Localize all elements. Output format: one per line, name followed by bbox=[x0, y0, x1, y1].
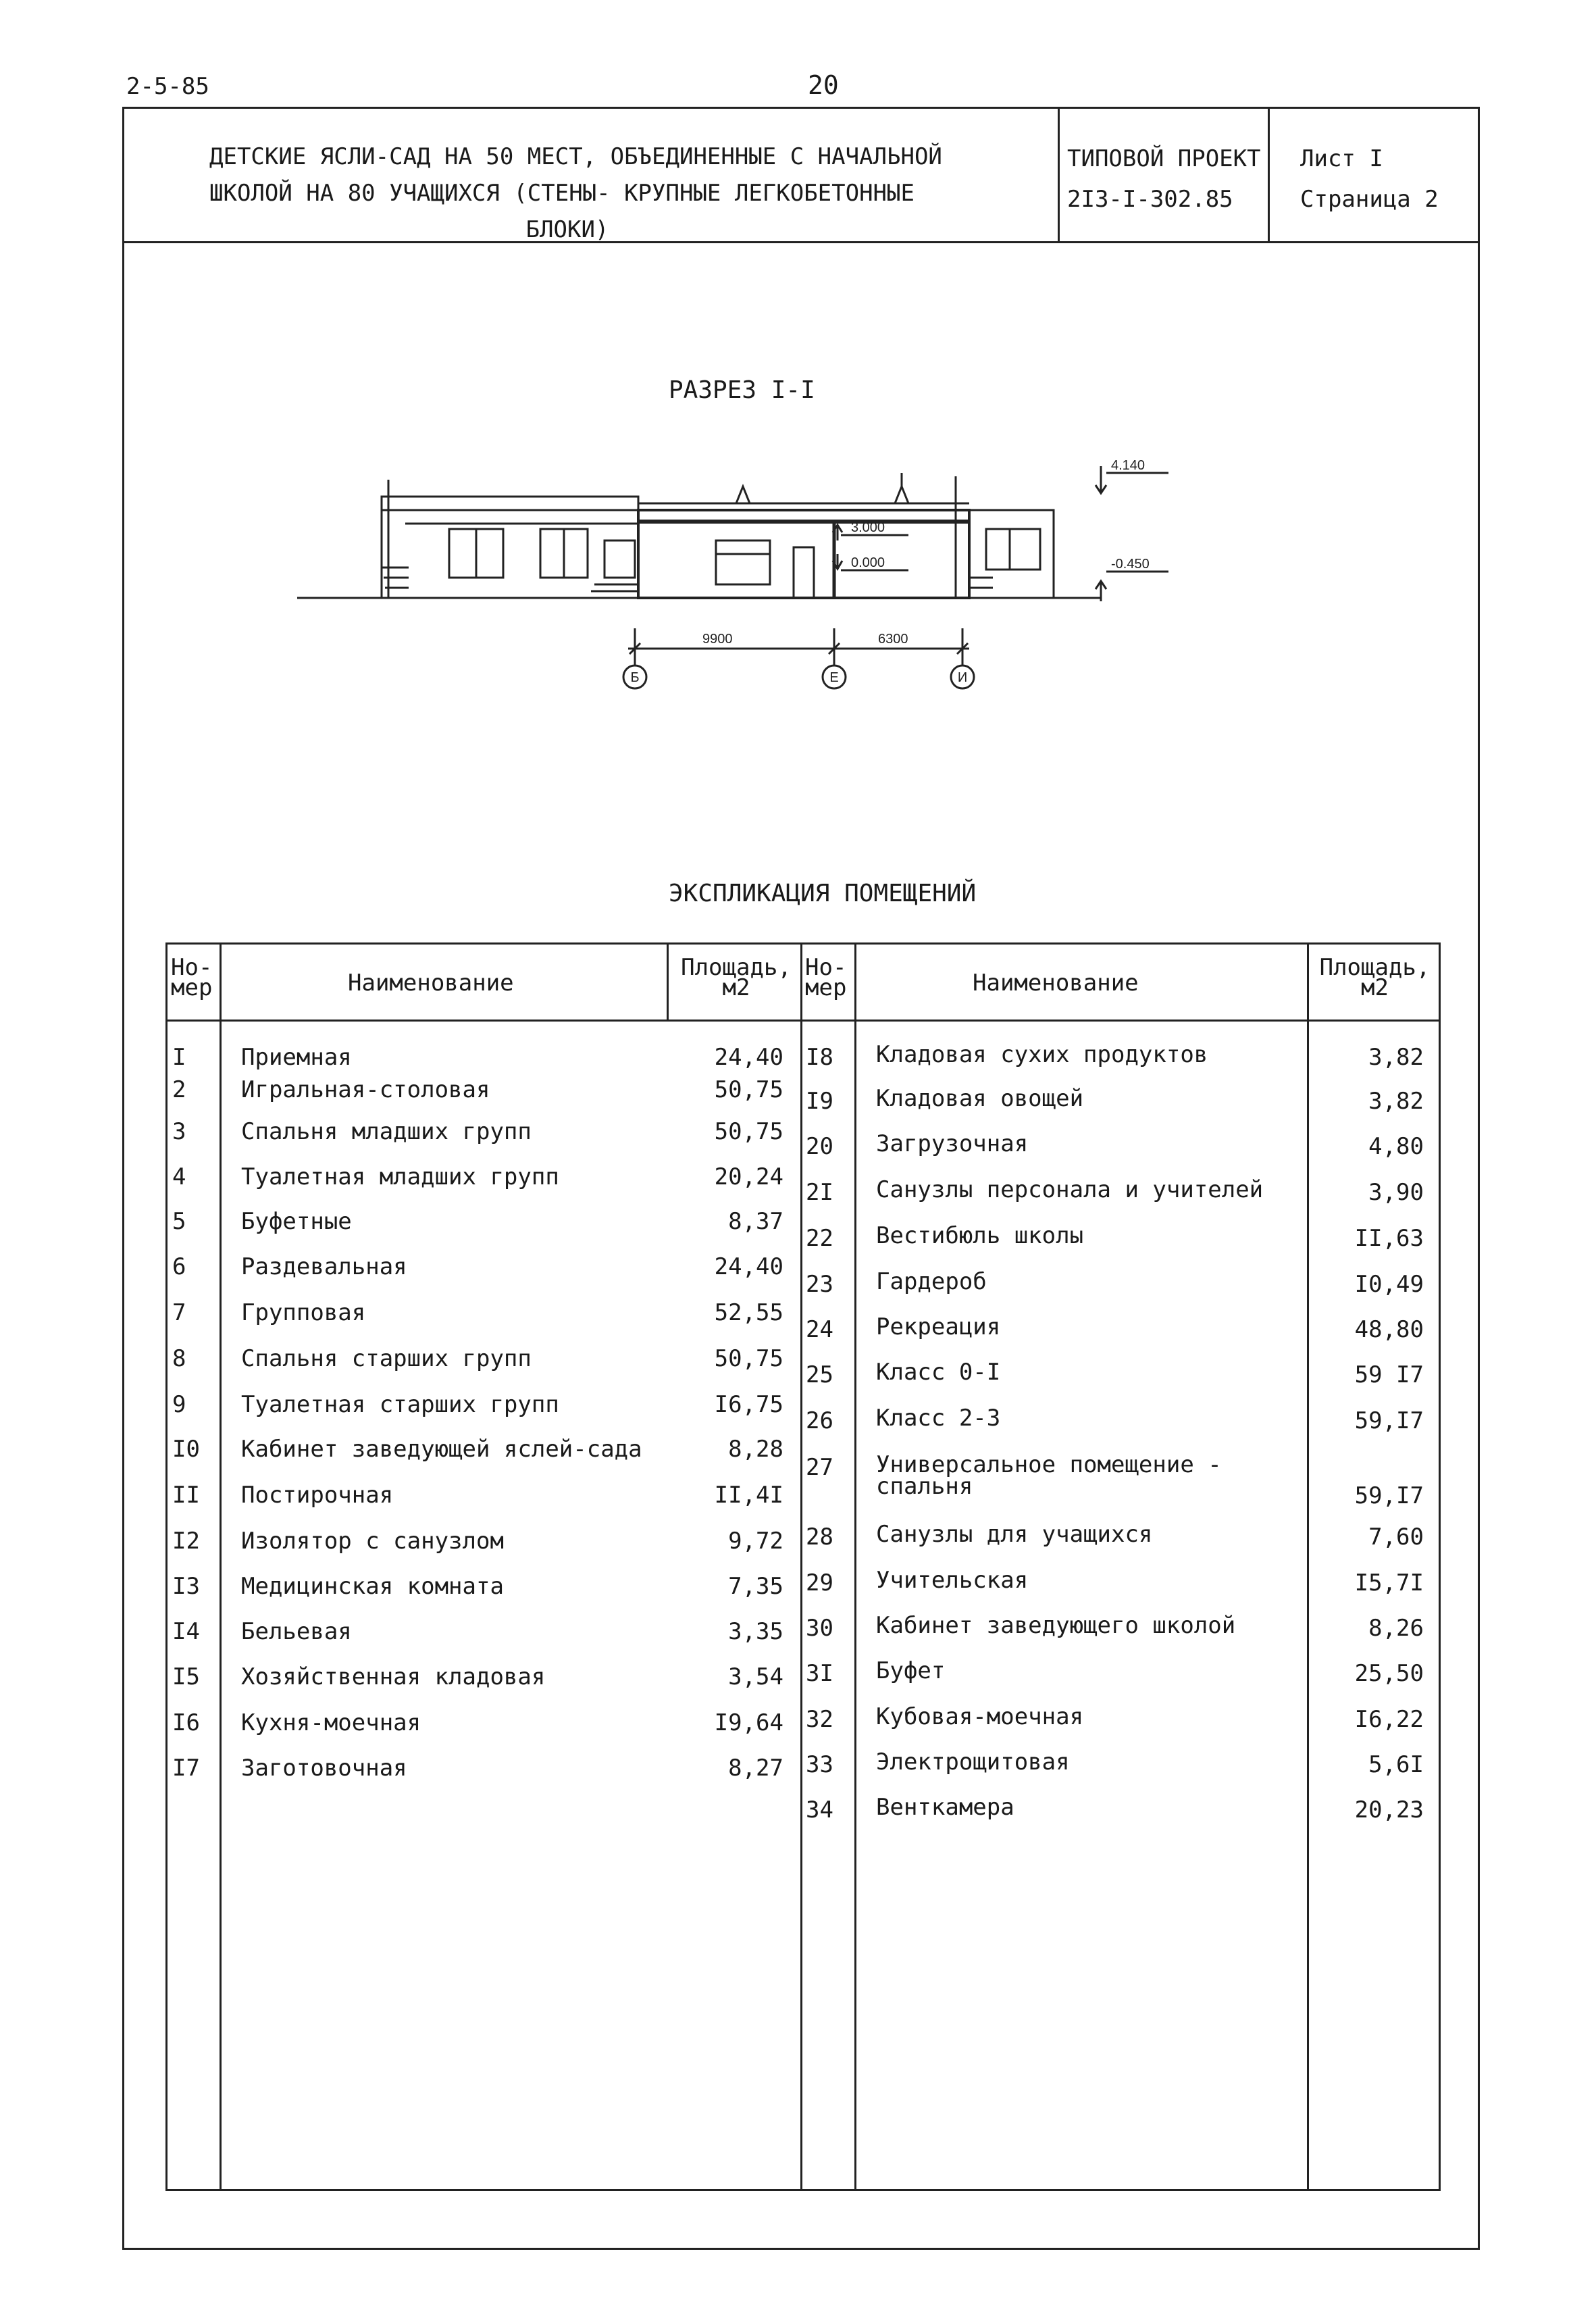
room-area: 24,40 bbox=[714, 1253, 783, 1280]
level-label: 0.000 bbox=[851, 555, 885, 570]
room-area: 48,80 bbox=[1354, 1316, 1424, 1343]
room-name: Вестибюль школы bbox=[876, 1222, 1084, 1249]
room-area: II,4I bbox=[714, 1482, 783, 1509]
room-name: Буфет bbox=[876, 1657, 946, 1684]
room-area: I9,64 bbox=[714, 1709, 783, 1736]
door bbox=[794, 547, 814, 598]
row-number: 7 bbox=[172, 1299, 186, 1326]
window bbox=[716, 540, 770, 584]
row-number: 33 bbox=[806, 1751, 833, 1778]
row-number: I8 bbox=[806, 1044, 833, 1071]
room-name: Изолятор с санузлом bbox=[241, 1528, 504, 1555]
room-area: 3,90 bbox=[1368, 1179, 1424, 1206]
room-name: Гардероб bbox=[876, 1268, 987, 1295]
header-divider-v2 bbox=[1268, 107, 1270, 243]
room-name: Универсальное помещение - спальня bbox=[876, 1451, 1222, 1500]
room-area: 25,50 bbox=[1354, 1660, 1424, 1687]
explication-table bbox=[165, 942, 1441, 2191]
title-line-3: БЛОКИ) bbox=[525, 216, 609, 243]
row-number: 25 bbox=[806, 1361, 833, 1388]
room-area: 3,82 bbox=[1368, 1088, 1424, 1115]
room-area: 50,75 bbox=[714, 1076, 783, 1103]
room-name: Электрощитовая bbox=[876, 1749, 1070, 1776]
row-number: 30 bbox=[806, 1615, 833, 1642]
title-line-1: ДЕТСКИЕ ЯСЛИ-САД НА 50 МЕСТ, ОБЪЕДИНЕННЫЕ С НАЧАЛЬНОЙ bbox=[209, 143, 942, 170]
row-number: 32 bbox=[806, 1706, 833, 1733]
dimension-label: 9900 bbox=[702, 632, 733, 647]
project-label: ТИПОВОЙ ПРОЕКТ bbox=[1067, 145, 1261, 172]
row-number: I5 bbox=[172, 1663, 200, 1690]
level-label: 3.000 bbox=[851, 520, 885, 535]
header-name-right: Наименование bbox=[973, 970, 1139, 997]
room-area: 7,35 bbox=[728, 1573, 783, 1600]
room-area: 8,37 bbox=[728, 1208, 783, 1235]
document-title bbox=[209, 139, 1006, 248]
room-area: I6,22 bbox=[1354, 1706, 1424, 1733]
room-name: Кубовая-моечная bbox=[876, 1703, 1084, 1730]
room-name: Приемная bbox=[241, 1044, 352, 1071]
window bbox=[604, 540, 635, 578]
room-name: Туалетная младших групп bbox=[241, 1163, 559, 1190]
row-number: I0 bbox=[172, 1436, 200, 1463]
room-name: Санузлы для учащихся bbox=[876, 1521, 1153, 1548]
room-area: I6,75 bbox=[714, 1391, 783, 1418]
title-line-2: ШКОЛОЙ НА 80 УЧАЩИХСЯ (СТЕНЫ- КРУПНЫЕ ЛЕГКОБЕТОННЫЕ bbox=[209, 180, 915, 207]
room-area: 24,40 bbox=[714, 1044, 783, 1071]
room-area: 8,27 bbox=[728, 1755, 783, 1782]
room-name: Бельевая bbox=[241, 1618, 352, 1645]
row-number: 5 bbox=[172, 1208, 186, 1235]
room-area: 4,80 bbox=[1368, 1133, 1424, 1160]
room-area: 20,23 bbox=[1354, 1796, 1424, 1823]
header-area: Площадь, м2 bbox=[681, 954, 792, 1001]
row-number: 27 bbox=[806, 1454, 833, 1481]
axis-label: Б bbox=[630, 670, 640, 685]
document-stamp: 2-5-85 bbox=[126, 73, 209, 100]
room-name: Кладовая сухих продуктов bbox=[876, 1041, 1208, 1068]
row-number: 22 bbox=[806, 1225, 833, 1252]
row-number: 29 bbox=[806, 1569, 833, 1596]
row-number: 3 bbox=[172, 1118, 186, 1145]
axis-label: Е bbox=[829, 670, 839, 685]
header-area-right: Площадь, м2 bbox=[1319, 954, 1431, 1001]
row-number: 28 bbox=[806, 1524, 833, 1551]
row-number: 23 bbox=[806, 1271, 833, 1298]
room-name: Групповая bbox=[241, 1299, 366, 1326]
room-name: Рекреация bbox=[876, 1313, 1001, 1340]
room-area: 59 I7 bbox=[1354, 1361, 1424, 1388]
window bbox=[1010, 529, 1040, 570]
room-area: 50,75 bbox=[714, 1345, 783, 1372]
room-area: 3,35 bbox=[728, 1618, 783, 1645]
project-block bbox=[1067, 139, 1261, 220]
room-name: Загрузочная bbox=[876, 1130, 1029, 1157]
room-name: Кладовая овощей bbox=[876, 1085, 1084, 1112]
row-number: I2 bbox=[172, 1528, 200, 1555]
row-number: 20 bbox=[806, 1133, 833, 1160]
row-number: I3 bbox=[172, 1573, 200, 1600]
row-number: 2 bbox=[172, 1076, 186, 1103]
row-number: 26 bbox=[806, 1407, 833, 1434]
room-name: Игральная-столовая bbox=[241, 1076, 490, 1103]
row-number: 24 bbox=[806, 1316, 833, 1343]
sheet-block bbox=[1300, 139, 1439, 220]
row-number: II bbox=[172, 1482, 200, 1509]
room-name: Спальня младших групп bbox=[241, 1118, 532, 1145]
room-area: I0,49 bbox=[1354, 1271, 1424, 1298]
row-number: I9 bbox=[806, 1088, 833, 1115]
section-drawing bbox=[270, 446, 1216, 703]
room-area: 8,28 bbox=[728, 1436, 783, 1463]
section-title: РАЗРЕЗ I-I bbox=[669, 376, 815, 404]
row-number: 3I bbox=[806, 1660, 833, 1687]
room-name: Спальня старших групп bbox=[241, 1345, 532, 1372]
page-number: 20 bbox=[808, 70, 839, 100]
room-area: 9,72 bbox=[728, 1528, 783, 1555]
header-num: Но- мер bbox=[171, 954, 213, 1001]
room-name: Туалетная старших групп bbox=[241, 1391, 559, 1418]
room-area: II,63 bbox=[1354, 1225, 1424, 1252]
room-name: Санузлы персонала и учителей bbox=[876, 1176, 1264, 1203]
header-divider-v1 bbox=[1058, 107, 1060, 243]
room-area: 3,82 bbox=[1368, 1044, 1424, 1071]
project-code: 2I3-I-302.85 bbox=[1067, 186, 1233, 213]
row-number: 9 bbox=[172, 1391, 186, 1418]
room-name: Раздевальная bbox=[241, 1253, 407, 1280]
row-number: I bbox=[172, 1044, 186, 1071]
room-name: Класс 0-I bbox=[876, 1359, 1001, 1386]
room-name: Учительская bbox=[876, 1567, 1029, 1594]
room-area: I5,7I bbox=[1354, 1569, 1424, 1596]
row-number: 2I bbox=[806, 1179, 833, 1206]
room-area: 3,54 bbox=[728, 1663, 783, 1690]
header-num-right: Но- мер bbox=[805, 954, 847, 1001]
row-number: I6 bbox=[172, 1709, 200, 1736]
room-area: 59,I7 bbox=[1354, 1407, 1424, 1434]
room-name: Хозяйственная кладовая bbox=[241, 1663, 546, 1690]
level-label: -0.450 bbox=[1111, 557, 1150, 572]
room-area: 7,60 bbox=[1368, 1524, 1424, 1551]
page-label: Страница 2 bbox=[1300, 186, 1439, 213]
row-number: 34 bbox=[806, 1796, 833, 1823]
axis-label: И bbox=[957, 670, 968, 685]
room-name: Заготовочная bbox=[241, 1755, 407, 1782]
header-name: Наименование bbox=[348, 970, 514, 997]
row-number: 8 bbox=[172, 1345, 186, 1372]
room-area: 8,26 bbox=[1368, 1615, 1424, 1642]
room-name: Кабинет заведующей яслей-сада bbox=[241, 1436, 642, 1463]
room-name: Кухня-моечная bbox=[241, 1709, 421, 1736]
room-area: 20,24 bbox=[714, 1163, 783, 1190]
level-label: 4.140 bbox=[1111, 458, 1145, 473]
row-number: 4 bbox=[172, 1163, 186, 1190]
room-name: Буфетные bbox=[241, 1208, 352, 1235]
room-area: 52,55 bbox=[714, 1299, 783, 1326]
explication-title: ЭКСПЛИКАЦИЯ ПОМЕЩЕНИЙ bbox=[669, 880, 977, 907]
left-wing bbox=[382, 497, 638, 598]
row-number: I7 bbox=[172, 1755, 200, 1782]
dimension-label: 6300 bbox=[878, 632, 908, 647]
room-name: Кабинет заведующего школой bbox=[876, 1612, 1236, 1639]
sheet-label: Лист I bbox=[1300, 145, 1383, 172]
row-number: 6 bbox=[172, 1253, 186, 1280]
room-name: Медицинская комната bbox=[241, 1573, 504, 1600]
window bbox=[986, 529, 1010, 570]
room-name: Венткамера bbox=[876, 1794, 1014, 1821]
room-name: Класс 2-3 bbox=[876, 1405, 1001, 1432]
room-name: Постирочная bbox=[241, 1482, 394, 1509]
room-area: 59,I7 bbox=[1354, 1482, 1424, 1509]
row-number: I4 bbox=[172, 1618, 200, 1645]
room-area: 50,75 bbox=[714, 1118, 783, 1145]
room-area: 5,6I bbox=[1368, 1751, 1424, 1778]
